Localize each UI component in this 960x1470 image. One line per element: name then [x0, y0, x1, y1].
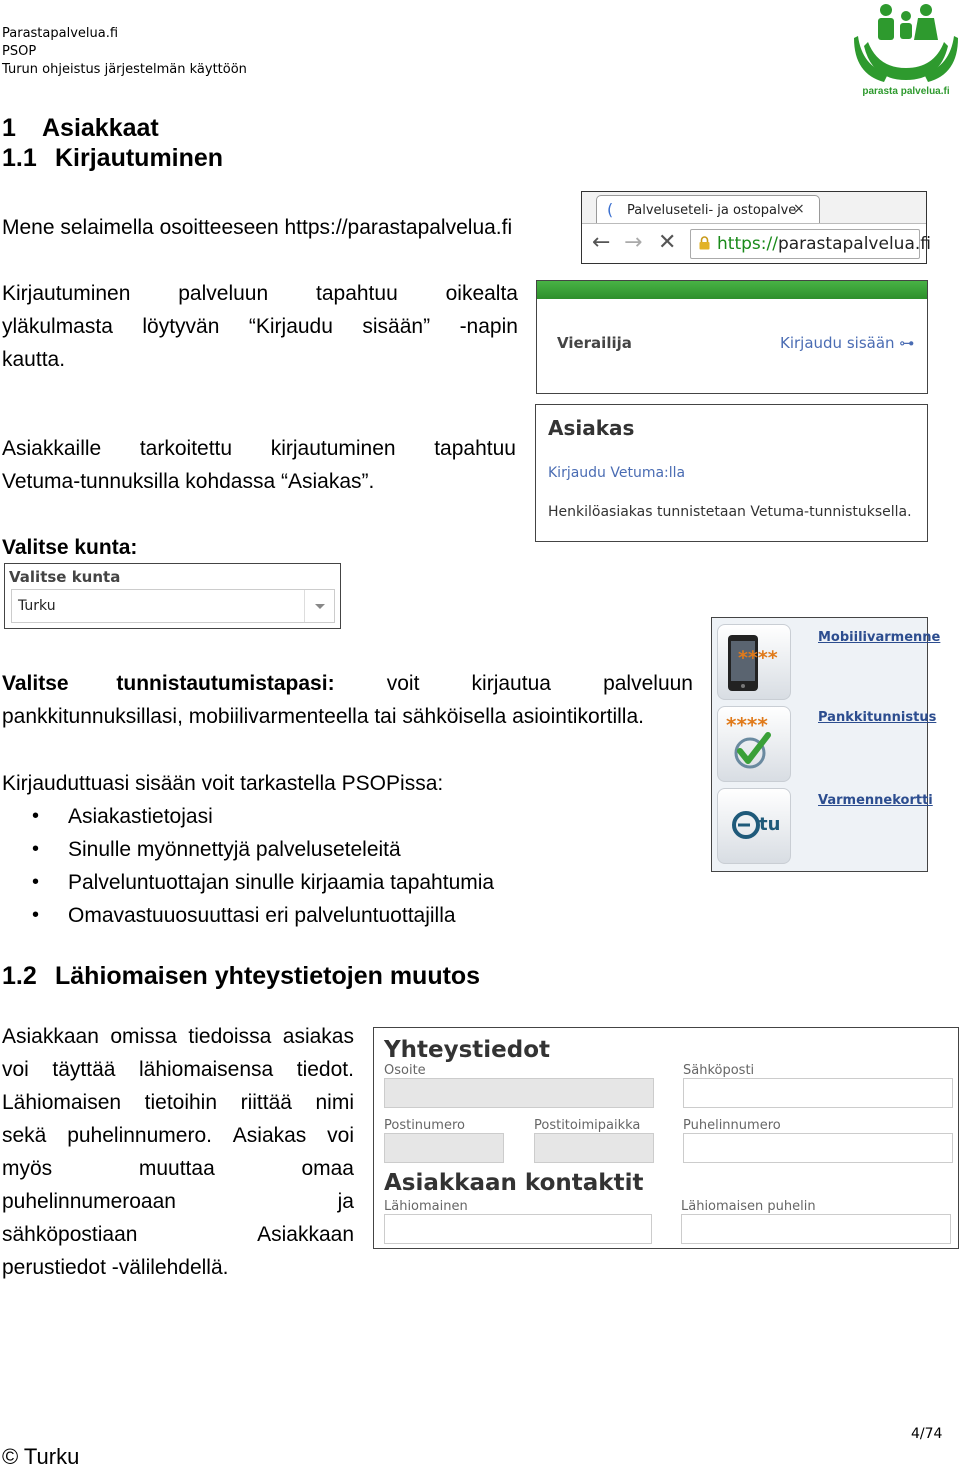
browser-screenshot	[581, 191, 931, 264]
asiakas-login-screenshot	[535, 404, 928, 542]
section-title: Kirjautuminen	[55, 144, 224, 172]
word: täyttää	[52, 1058, 116, 1081]
word: puhelinnumero.	[67, 1124, 212, 1147]
visitor-label: Vierailija	[557, 334, 632, 352]
text-line: kautta.	[2, 348, 66, 371]
header-site: Parastapalvelua.fi	[2, 26, 119, 41]
text-line	[2, 1020, 354, 1053]
kunta-label: Valitse kunta	[9, 568, 121, 586]
footer-copyright: © Turku	[2, 1444, 80, 1469]
lahiomaisen-puhelin-field[interactable]	[681, 1214, 951, 1244]
sahkoposti-label: Sähköposti	[683, 1063, 755, 1078]
sahkoposti-field[interactable]	[683, 1078, 953, 1108]
word: muuttaa	[138, 1157, 215, 1180]
word: voi	[327, 1124, 354, 1147]
section-title: Lähiomaisen yhteystietojen muutos	[55, 962, 481, 990]
paragraph-login	[2, 277, 518, 376]
logo-people-icon	[856, 2, 956, 86]
word: “Kirjaudu	[248, 315, 333, 338]
word: sähköpostiaan	[2, 1223, 138, 1246]
tu-card-icon	[718, 789, 792, 865]
mobiilivarmenne-tile[interactable]	[717, 624, 791, 700]
word: tietoihin	[144, 1091, 218, 1114]
section-title: Asiakkaat	[42, 114, 159, 142]
word: löytyvän	[142, 315, 220, 338]
word: yläkulmasta	[2, 315, 113, 338]
word: voit	[386, 672, 420, 695]
word: myös	[2, 1157, 53, 1180]
postinumero-field[interactable]	[384, 1133, 504, 1163]
close-icon[interactable]: ×	[793, 201, 805, 217]
text-line: perustiedot -välilehdellä.	[2, 1256, 229, 1279]
paragraph-tunnistus	[2, 667, 693, 733]
puhelinnumero-label: Puhelinnumero	[683, 1118, 781, 1133]
address-bar[interactable]	[690, 229, 931, 259]
word: voi	[2, 1058, 29, 1081]
osoite-label: Osoite	[384, 1063, 426, 1078]
heading-section-1	[2, 114, 159, 143]
paragraph-lahiomainen	[2, 1020, 354, 1284]
postinumero-label: Postinumero	[384, 1118, 465, 1133]
paragraph-after-login: Kirjauduttuasi sisään voit tarkastella PSOPissa:	[2, 772, 444, 795]
word: oikealta	[445, 282, 518, 305]
kunta-selected-value: Turku	[18, 598, 56, 614]
word: puhelinnumeroaan	[2, 1190, 176, 1213]
word: tarkoitettu	[139, 437, 233, 460]
word: Asiakkaan	[2, 1025, 99, 1048]
green-header-bar	[537, 281, 927, 299]
list-item: • Omavastuuosuuttasi eri palveluntuottajilla	[2, 899, 494, 932]
word: palveluun	[178, 282, 269, 305]
text-line	[2, 310, 518, 343]
browser-navbar	[582, 223, 931, 263]
stars-text: ****	[726, 713, 768, 737]
mobiilivarmenne-link[interactable]: Mobiilivarmenne	[818, 630, 941, 645]
lahiomainen-label: Lähiomainen	[384, 1199, 468, 1214]
text-line	[2, 1119, 354, 1152]
back-arrow-icon[interactable]: ←	[592, 230, 611, 255]
stars-text: ****	[738, 647, 778, 669]
lahiomaisen-puhelin-label: Lähiomaisen puhelin	[681, 1199, 816, 1214]
asiakas-title: Asiakas	[548, 416, 635, 440]
word: tapahtuu	[316, 282, 398, 305]
pankkitunnistus-link[interactable]: Pankkitunnistus	[818, 710, 937, 725]
lahiomainen-field[interactable]	[384, 1214, 652, 1244]
loading-spinner-icon: (	[607, 200, 614, 219]
yhteystiedot-form-screenshot	[373, 1027, 959, 1249]
url-scheme: https://	[717, 234, 778, 254]
chevron-down-icon[interactable]	[304, 590, 334, 622]
word: tiedot.	[296, 1058, 354, 1081]
url-host: parastapalvelua.fi	[777, 234, 931, 254]
word: ja	[337, 1190, 354, 1213]
asiakas-description: Henkilöasiakas tunnistetaan Vetuma-tunnistuksella.	[548, 504, 912, 520]
word: kirjautua	[471, 672, 551, 695]
list-item: • Sinulle myönnettyjä palveluseteleitä	[2, 833, 494, 866]
word: Asiakas	[232, 1124, 307, 1147]
text-line	[2, 1152, 354, 1185]
word: Kirjautuminen	[2, 282, 131, 305]
word: -napin	[459, 315, 518, 338]
page-number: 4/74	[911, 1426, 943, 1442]
word: omaa	[301, 1157, 354, 1180]
postitoimipaikka-field[interactable]	[534, 1133, 654, 1163]
paragraph-url: Mene selaimella osoitteeseen https://parastapalvelua.fi	[2, 216, 513, 239]
section-number: 1.1	[2, 144, 37, 172]
word: Asiakkaille	[2, 437, 102, 460]
word: sisään”	[362, 315, 431, 338]
heading-section-1-1	[2, 144, 223, 173]
logo-text: parasta palvelua.fi	[862, 86, 950, 97]
auth-methods-screenshot	[711, 617, 941, 872]
word: Asiakkaan	[257, 1223, 354, 1246]
header-product: PSOP	[2, 44, 37, 59]
text-line	[2, 667, 693, 700]
kunta-dropdown[interactable]	[11, 589, 335, 623]
word: tapahtuu	[434, 437, 516, 460]
varmennekortti-link[interactable]: Varmennekortti	[818, 793, 933, 808]
word: palveluun	[603, 672, 693, 695]
text-line	[2, 432, 516, 465]
word: asiakas	[282, 1025, 354, 1048]
url-text	[717, 234, 931, 254]
header-doc-title: Turun ohjeistus järjestelmän käyttöön	[2, 62, 247, 77]
text-line	[2, 1185, 354, 1218]
text-line	[2, 1053, 354, 1086]
kunta-select-screenshot	[4, 563, 341, 629]
text-line	[2, 277, 518, 310]
browser-tab[interactable]	[596, 195, 820, 223]
heading-section-1-2	[2, 962, 480, 991]
word: Lähiomaisen	[2, 1091, 122, 1114]
text-line: Vetuma-tunnuksilla kohdassa “Asiakas”.	[2, 470, 375, 493]
text-line: pankkitunnuksillasi, mobiilivarmenteella tai sähköisella asiointikortilla.	[2, 705, 644, 728]
tu-mark: tu	[759, 814, 781, 835]
tab-title: Palveluseteli- ja ostopalve	[627, 203, 797, 218]
word: kirjautuminen	[270, 437, 396, 460]
list-item: • Palveluntuottajan sinulle kirjaamia tapahtumia	[2, 866, 494, 899]
section-number: 1	[2, 114, 16, 142]
list-item: • Asiakastietojasi	[2, 800, 494, 833]
login-link[interactable]: Kirjaudu sisään ⊶	[780, 334, 915, 352]
text-line	[2, 1086, 354, 1119]
word: tiedoissa	[188, 1025, 272, 1048]
word: lähiomaisensa	[138, 1058, 274, 1081]
tunnistus-bold: Valitse tunnistautumistapasi:	[2, 672, 335, 695]
stop-icon[interactable]: ✕	[658, 230, 677, 255]
text-line	[2, 1218, 354, 1251]
varmennekortti-tile[interactable]	[717, 788, 791, 864]
visitor-bar-screenshot	[536, 280, 928, 394]
puhelinnumero-field[interactable]	[683, 1133, 953, 1163]
word: omissa	[110, 1025, 177, 1048]
forward-arrow-icon[interactable]: →	[624, 230, 643, 255]
vetuma-login-link[interactable]: Kirjaudu Vetuma:lla	[548, 465, 686, 481]
feature-list	[2, 800, 494, 932]
pankkitunnistus-tile[interactable]	[717, 706, 791, 782]
parasta-palvelua-logo	[856, 2, 956, 100]
osoite-field[interactable]	[384, 1078, 654, 1108]
word: riittää	[240, 1091, 292, 1114]
postitoimipaikka-label: Postitoimipaikka	[534, 1118, 641, 1133]
section-number: 1.2	[2, 962, 37, 990]
paragraph-asiakas	[2, 432, 516, 498]
asiakkaan-kontaktit-title: Asiakkaan kontaktit	[384, 1170, 644, 1196]
word: sekä	[2, 1124, 47, 1147]
lock-icon	[699, 236, 710, 250]
word: nimi	[315, 1091, 354, 1114]
yhteystiedot-title: Yhteystiedot	[384, 1037, 551, 1063]
heading-valitse-kunta: Valitse kunta:	[2, 536, 138, 559]
